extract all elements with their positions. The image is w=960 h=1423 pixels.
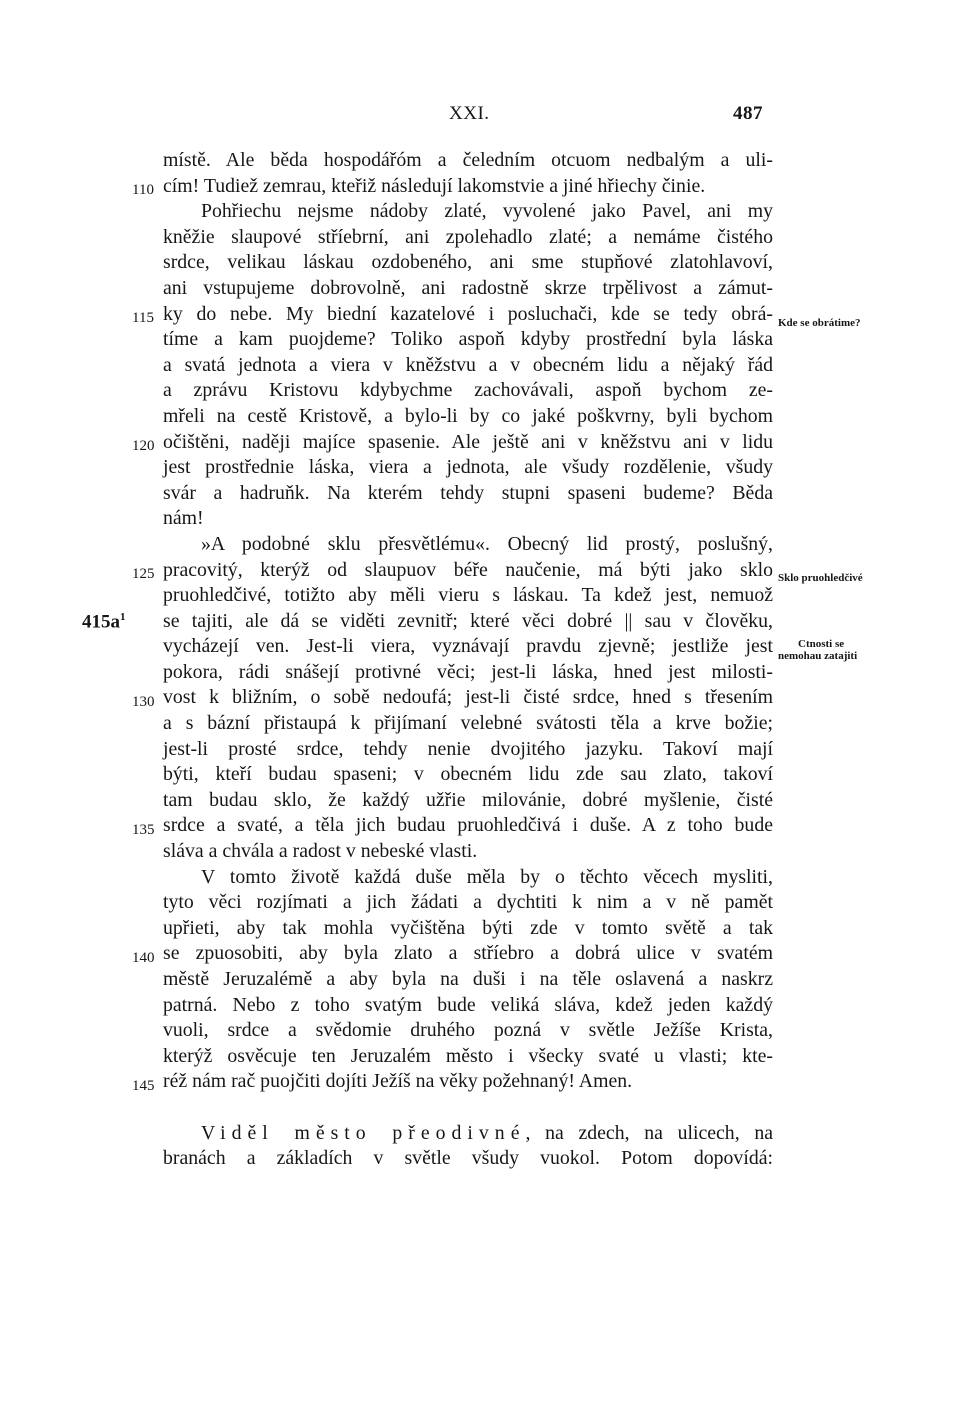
text-line: mřeli na cestě Kristově, a bylo-li by co jaké poškvrny, byli bychom [163, 404, 773, 427]
margin-note-sklo-pruohledcive: Sklo pruohledčivé [778, 572, 863, 584]
text-line: ky do nebe. My biední kazatelové i posluchači, kde se tedy obrá- [163, 302, 773, 325]
line-number: 130 [132, 694, 155, 710]
text-line: svár a hadruňk. Na kterém tehdy stupni spaseni budeme? Běda [163, 481, 773, 504]
text-line: V tomto životě každá duše měla by o těchto věcech mysliti, [201, 865, 773, 888]
text-line: tam budau sklo, že každý užřie milovánie, dobré myšlenie, čisté [163, 788, 773, 811]
text-line: se zpuosobiti, aby byla zlato a stříebro a dobrá ulice v svatém [163, 942, 773, 965]
text-line: pruohledčivé, totižto aby měli vieru s láskau. Ta kdež jest, nemuož [163, 584, 773, 607]
lemma-rest: , na zdech, na ulicech, na [525, 1121, 773, 1144]
text-line: se tajiti, ale dá se viděti zevnitř; které věci dobré || sau v člověku, [163, 609, 773, 632]
page-number: 487 [733, 103, 763, 124]
text-line: pokora, rádi snášejí protivné věci; jest-li láska, hned jest milosti- [163, 660, 773, 683]
text-line: městě Jeruzalémě a aby byla na duši i na těle oslavená a naskrz [163, 968, 773, 990]
line-number: 125 [132, 566, 155, 582]
text-line [163, 1121, 773, 1147]
text-line: tíme a kam puojdeme? Toliko aspoň kdyby prostřední byla láska [163, 328, 773, 351]
text-line: pracovitý, kterýž od slaupuov béře naučenie, má býti jako sklo [163, 558, 773, 581]
section-header: XXI. [449, 103, 490, 124]
text-line: jest prostřednie láska, viera a jednota, ale všudy rozdělenie, všudy [163, 456, 773, 479]
line-number: 110 [132, 182, 154, 198]
text-line: Pohřiechu nejsme nádoby zlaté, vyvolené jako Pavel, ani my [201, 200, 773, 223]
text-line: tyto věci rozjímati a jich žádati a dychtiti k nim a v ně pamět [163, 891, 773, 914]
line-number: 135 [132, 822, 155, 838]
margin-note-kde-se-obratime: Kde se obrátime? [778, 317, 861, 329]
text-line: patrná. Nebo z toho svatým bude veliká sláva, kdež jeden každý [163, 993, 773, 1016]
text-line: býti, kteří budau spaseni; v obecném lidu zde sau zlato, takoví [163, 763, 773, 786]
text-line: a zprávu Kristovu kdybychme zachovávali, aspoň bychom ze- [163, 379, 773, 402]
text-line: místě. Ale běda hospodářóm a čeledním otcuom nedbalým a uli- [163, 149, 773, 171]
text-line: kněžie slaupové stříebrní, ani zpolehadlo zlaté; a nemáme čistého [163, 225, 773, 248]
text-body [163, 148, 773, 1172]
line-number: 145 [132, 1078, 155, 1094]
line-number: 120 [132, 438, 155, 454]
text-line: srdce, velikau láskau ozdobeného, ani sme stupňové zlatohlavoví, [163, 251, 773, 274]
margin-note-ctnosti: Ctnosti se [798, 638, 845, 650]
manuscript-folio-mark: $415a^1$ [82, 611, 126, 633]
text-line: srdce a svaté, a těla jich budau pruohledčivá i duše. A z toho bude [163, 814, 773, 837]
text-line: cím! Tudiež zemrau, kteřiž následují lakomstvie a jiné hřiechy činie. [163, 174, 706, 197]
text-line: branách a základích v světle všudy vuokol. Potom dopovídá: [163, 1147, 773, 1170]
text-line: a svatá jednota a viera v kněžstvu a v obecném lidu a nějaký řád [163, 353, 773, 376]
text-line: nám! [163, 507, 204, 530]
text-line: jest-li prosté srdce, tehdy nenie dvojitého jazyku. Takoví mají [163, 737, 773, 760]
spaced-lemma: Viděl město přeodivné [201, 1121, 526, 1144]
text-line: réž nám rač puojčiti dojíti Ježíš na věky požehnaný! Amen. [163, 1070, 633, 1093]
text-line: »A podobné sklu přesvětlému«. Obecný lid prostý, poslušný, [201, 532, 773, 555]
text-line: očištěni, naději majíce spasenie. Ale ještě ani v kněžstvu ani v lidu [163, 430, 773, 453]
line-number: 140 [132, 950, 155, 966]
text-line: vycházejí ven. Jest-li viera, vyznávají pravdu zjevně; jestliže jest [163, 635, 773, 658]
text-line: vuoli, srdce a svědomie druhého pozná v světle Ježíše Krista, [163, 1019, 773, 1042]
text-line: sláva a chvála a radost v nebeské vlasti. [163, 840, 478, 863]
text-line: kterýž osvěcuje ten Jeruzalém město i všecky svaté u vlasti; kte- [163, 1044, 773, 1067]
text-line: vost k bližním, o sobě nedoufá; jest-li čisté srdce, hned s třesením [163, 686, 773, 709]
margin-note-zatajiti: nemohau zatajiti [778, 650, 858, 662]
text-line: ani vstupujeme dobrovolně, ani radostně skrze trpělivost a zámut- [163, 276, 773, 299]
text-line: upřieti, aby tak mohla vyčištěna býti zde v tomto světě a tak [163, 916, 773, 939]
text-line: a s bázní přistaupá k přijímaní velebné svátosti těla a krve božie; [163, 712, 773, 735]
line-number: 115 [132, 310, 154, 326]
